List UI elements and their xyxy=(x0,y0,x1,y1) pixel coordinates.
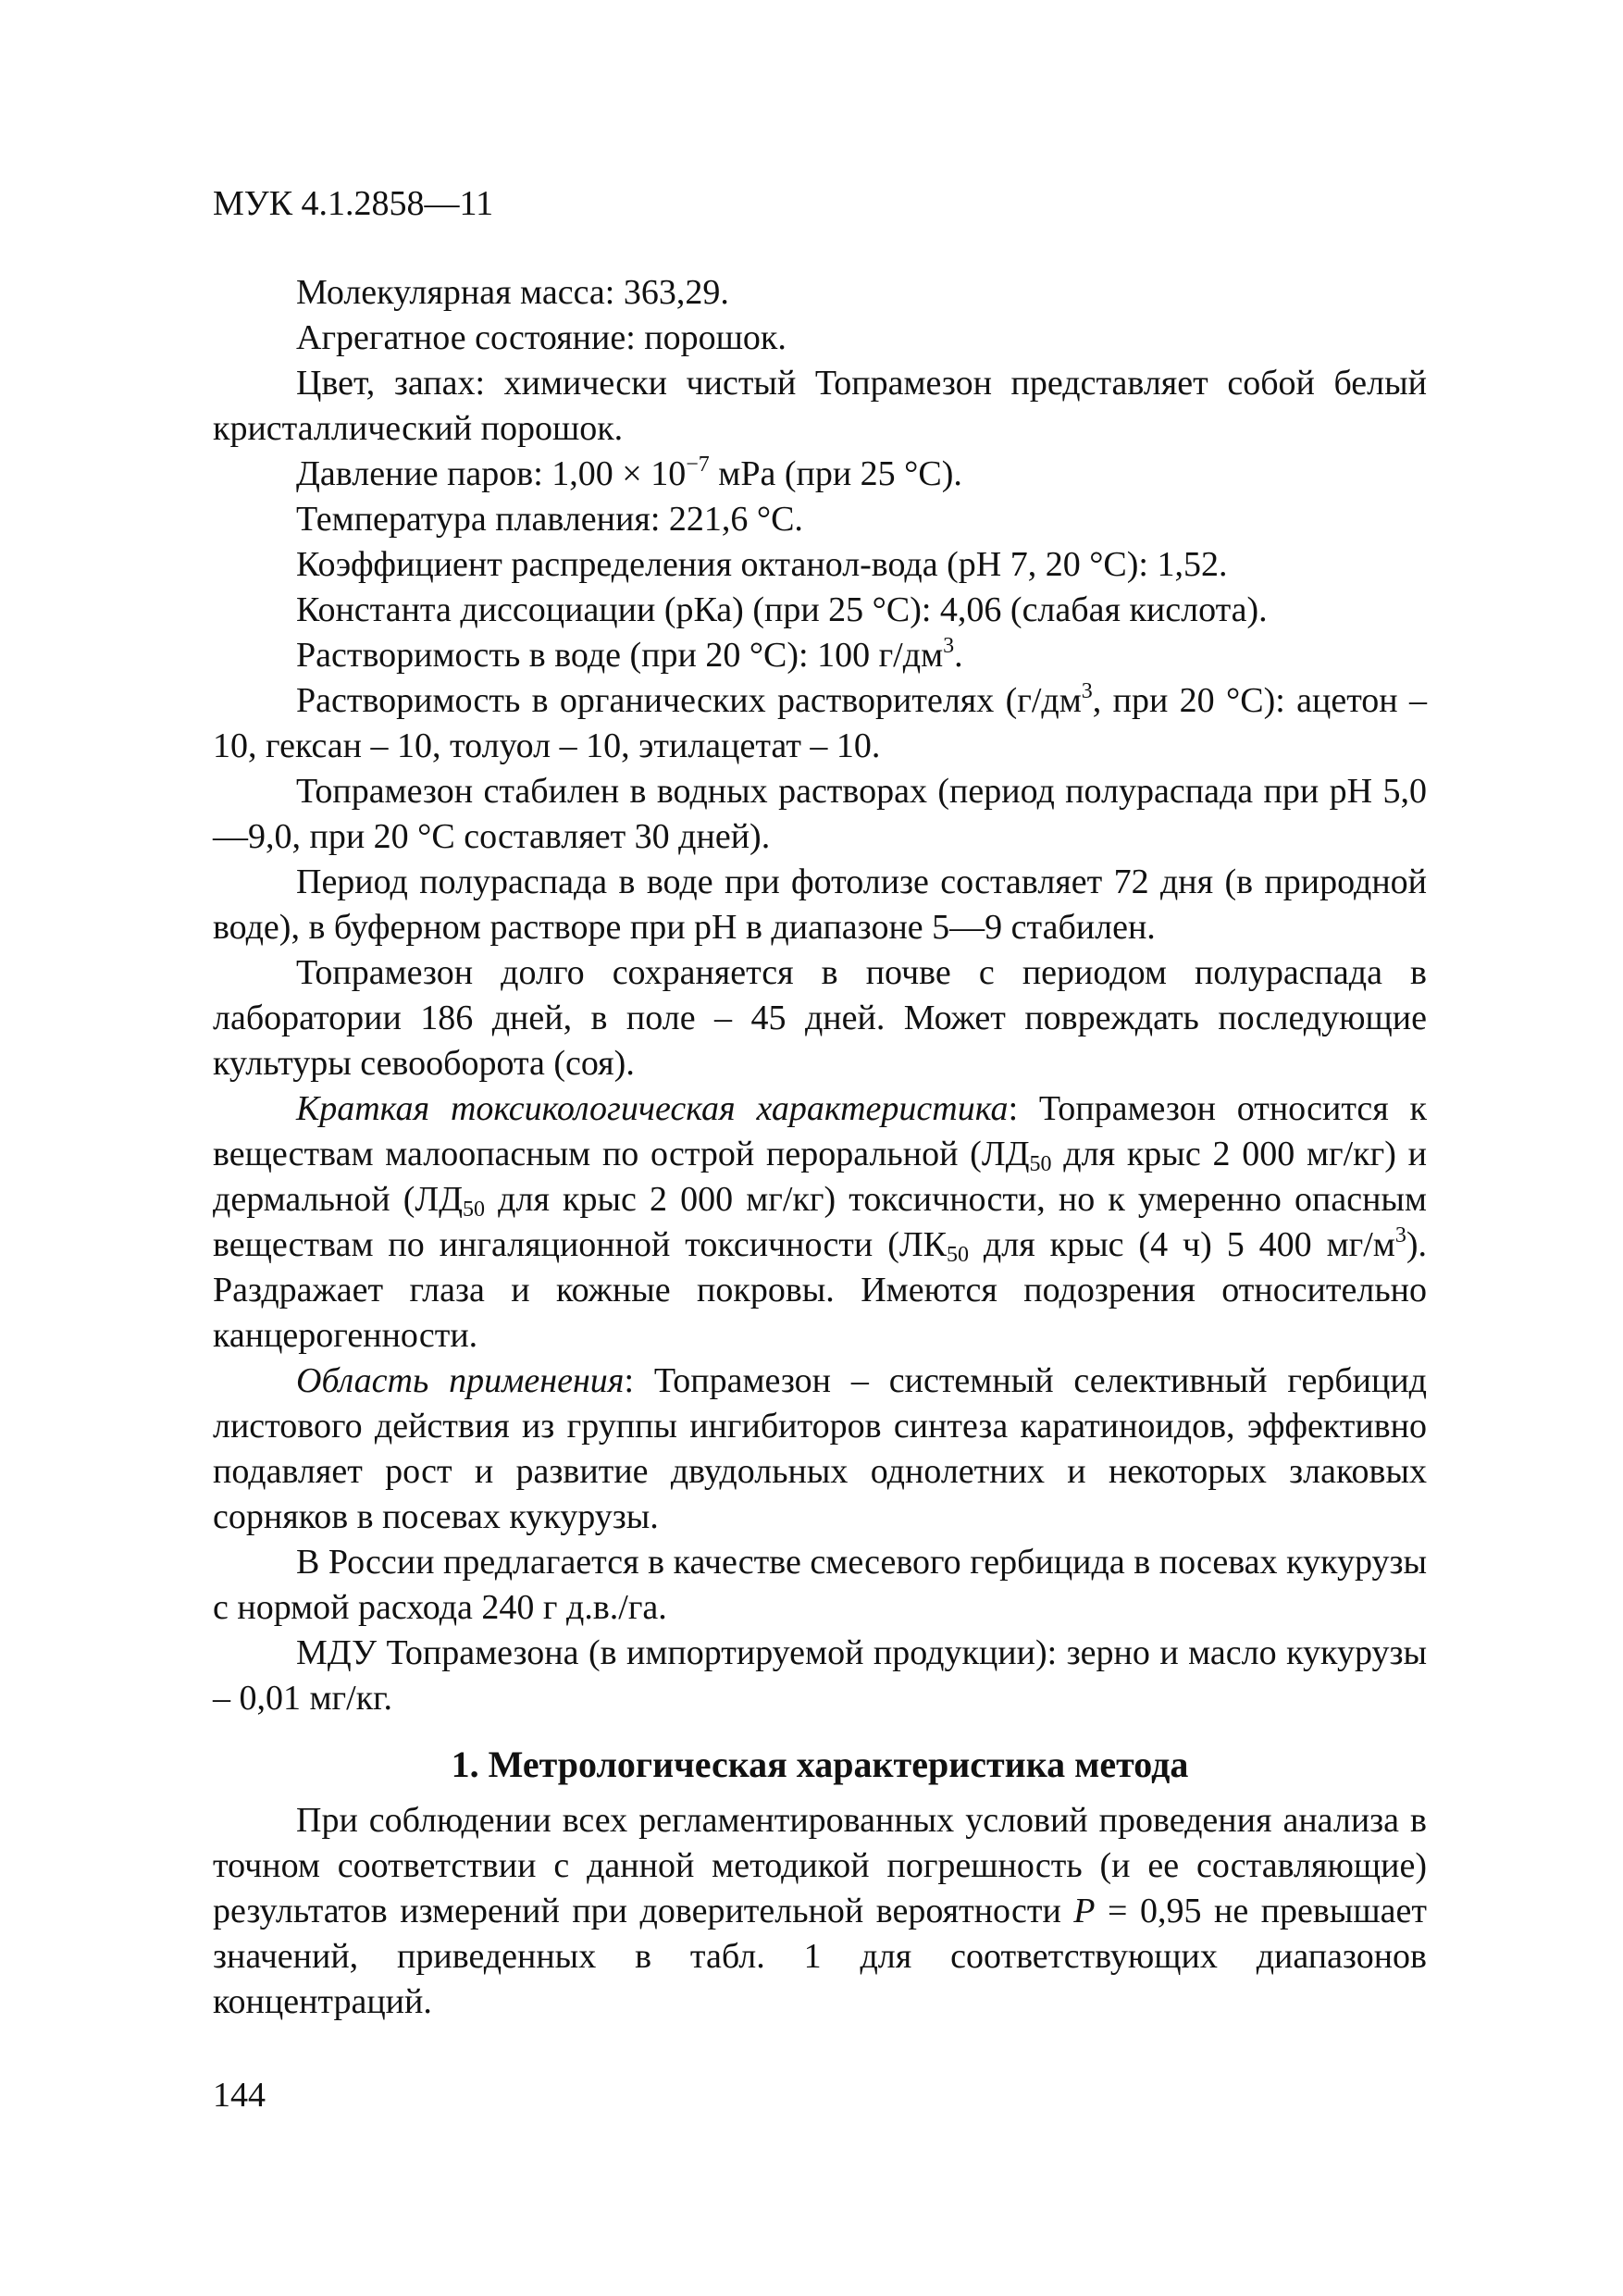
metrology-paragraph: При соблюдении всех регламентированных условий проведения анализа в точном соответствии с данной методикой погрешность (и ее составляющие) результатов измерений при доверительной вероятности Р = 0,95 не превышает значений, приведенных в табл. 1 для соответствующих диапазонов концентраций. xyxy=(213,1801,1427,2021)
document-code-header: МУК 4.1.2858—11 xyxy=(213,184,494,223)
melting-point: Температура плавления: 221,6 °С. xyxy=(296,500,803,539)
scope-paragraph: Область применения: Топрамезон – системный селективный гербицид листового действия из группы ингибиторов синтеза каратиноидов, эффективно подавляет рост и развитие двудольных однолетних и некоторых злаковых сорняков в посевах кукурузы. xyxy=(213,1361,1428,1536)
photolysis-paragraph: Период полураспада в воде при фотолизе составляет 72 дня (в природной воде), в буферном растворе при рН в диапазоне 5—9 стабилен. xyxy=(213,863,1427,947)
molecular-mass: Молекулярная масса: 363,29. xyxy=(296,273,729,312)
page-number: 144 xyxy=(213,2076,266,2115)
page-body xyxy=(213,270,1427,2025)
water-solubility: Растворимость в воде (при 20 °С): 100 $г/дм^3$. xyxy=(296,634,963,675)
section-heading: 1. Метрологическая характеристика метода xyxy=(451,1744,1189,1785)
color-odor: Цвет, запах: химически чистый Топрамезон представляет собой белый кристаллический порошок. xyxy=(213,364,1427,448)
dissociation-constant: Константа диссоциации (рКа) (при 25 °С): 4,06 (слабая кислота). xyxy=(296,590,1268,629)
partition-coefficient: Коэффициент распределения октанол-вода (рН 7, 20 °С): 1,52. xyxy=(296,545,1228,584)
aggregate-state: Агрегатное состояние: порошок. xyxy=(296,318,787,357)
organic-solubility: Растворимость в органических растворителях ($г/дм^3$, при 20 °С): ацетон – 10, гексан – 10, толуол – 10, этилацетат – 10. xyxy=(213,679,1427,765)
stability-paragraph: Топрамезон стабилен в водных растворах (период полураспада при рН 5,0—9,0, при 20 °С составляет 30 дней). xyxy=(213,772,1427,856)
toxicology-label: Краткая токсикологическая характеристика xyxy=(296,1089,1009,1128)
vapor-exponent: −7 xyxy=(686,453,710,477)
toxicology-paragraph: Краткая токсикологическая характеристика: Топрамезон относится к веществам малоопасным по острой пероральной ($ЛД_{50}$ для крыс 2 000 мг/кг) и дермальной ($ЛД_{50}$ для крыс 2 000 мг/кг) токсичности, но к умеренно опасным веществам по ингаляционной токсичности ($ЛК_{50}$ для крыс (4 ч) 5 400 $мг/м^3$). Раздражает глаза и кожные покровы. Имеются подозрения относительно канцерогенности. xyxy=(213,1089,1427,1355)
mdu-paragraph: МДУ Топрамезона (в импортируемой продукции): зерно и масло кукурузы – 0,01 мг/кг. xyxy=(213,1633,1427,1718)
vapor-pressure: Давление паров: $1,00 \times 10^{-7}$ мРа (при 25 °С). xyxy=(296,453,962,493)
scope-label: Область применения xyxy=(296,1361,625,1400)
russia-paragraph: В России предлагается в качестве смесевого гербицида в посевах кукурузы с нормой расхода 240 г д.в./га. xyxy=(213,1543,1427,1627)
soil-persistence-paragraph: Топрамезон долго сохраняется в почве с периодом полураспада в лаборатории 186 дней, в поле – 45 дней. Может повреждать последующие культуры севооборота (соя). xyxy=(213,953,1427,1083)
